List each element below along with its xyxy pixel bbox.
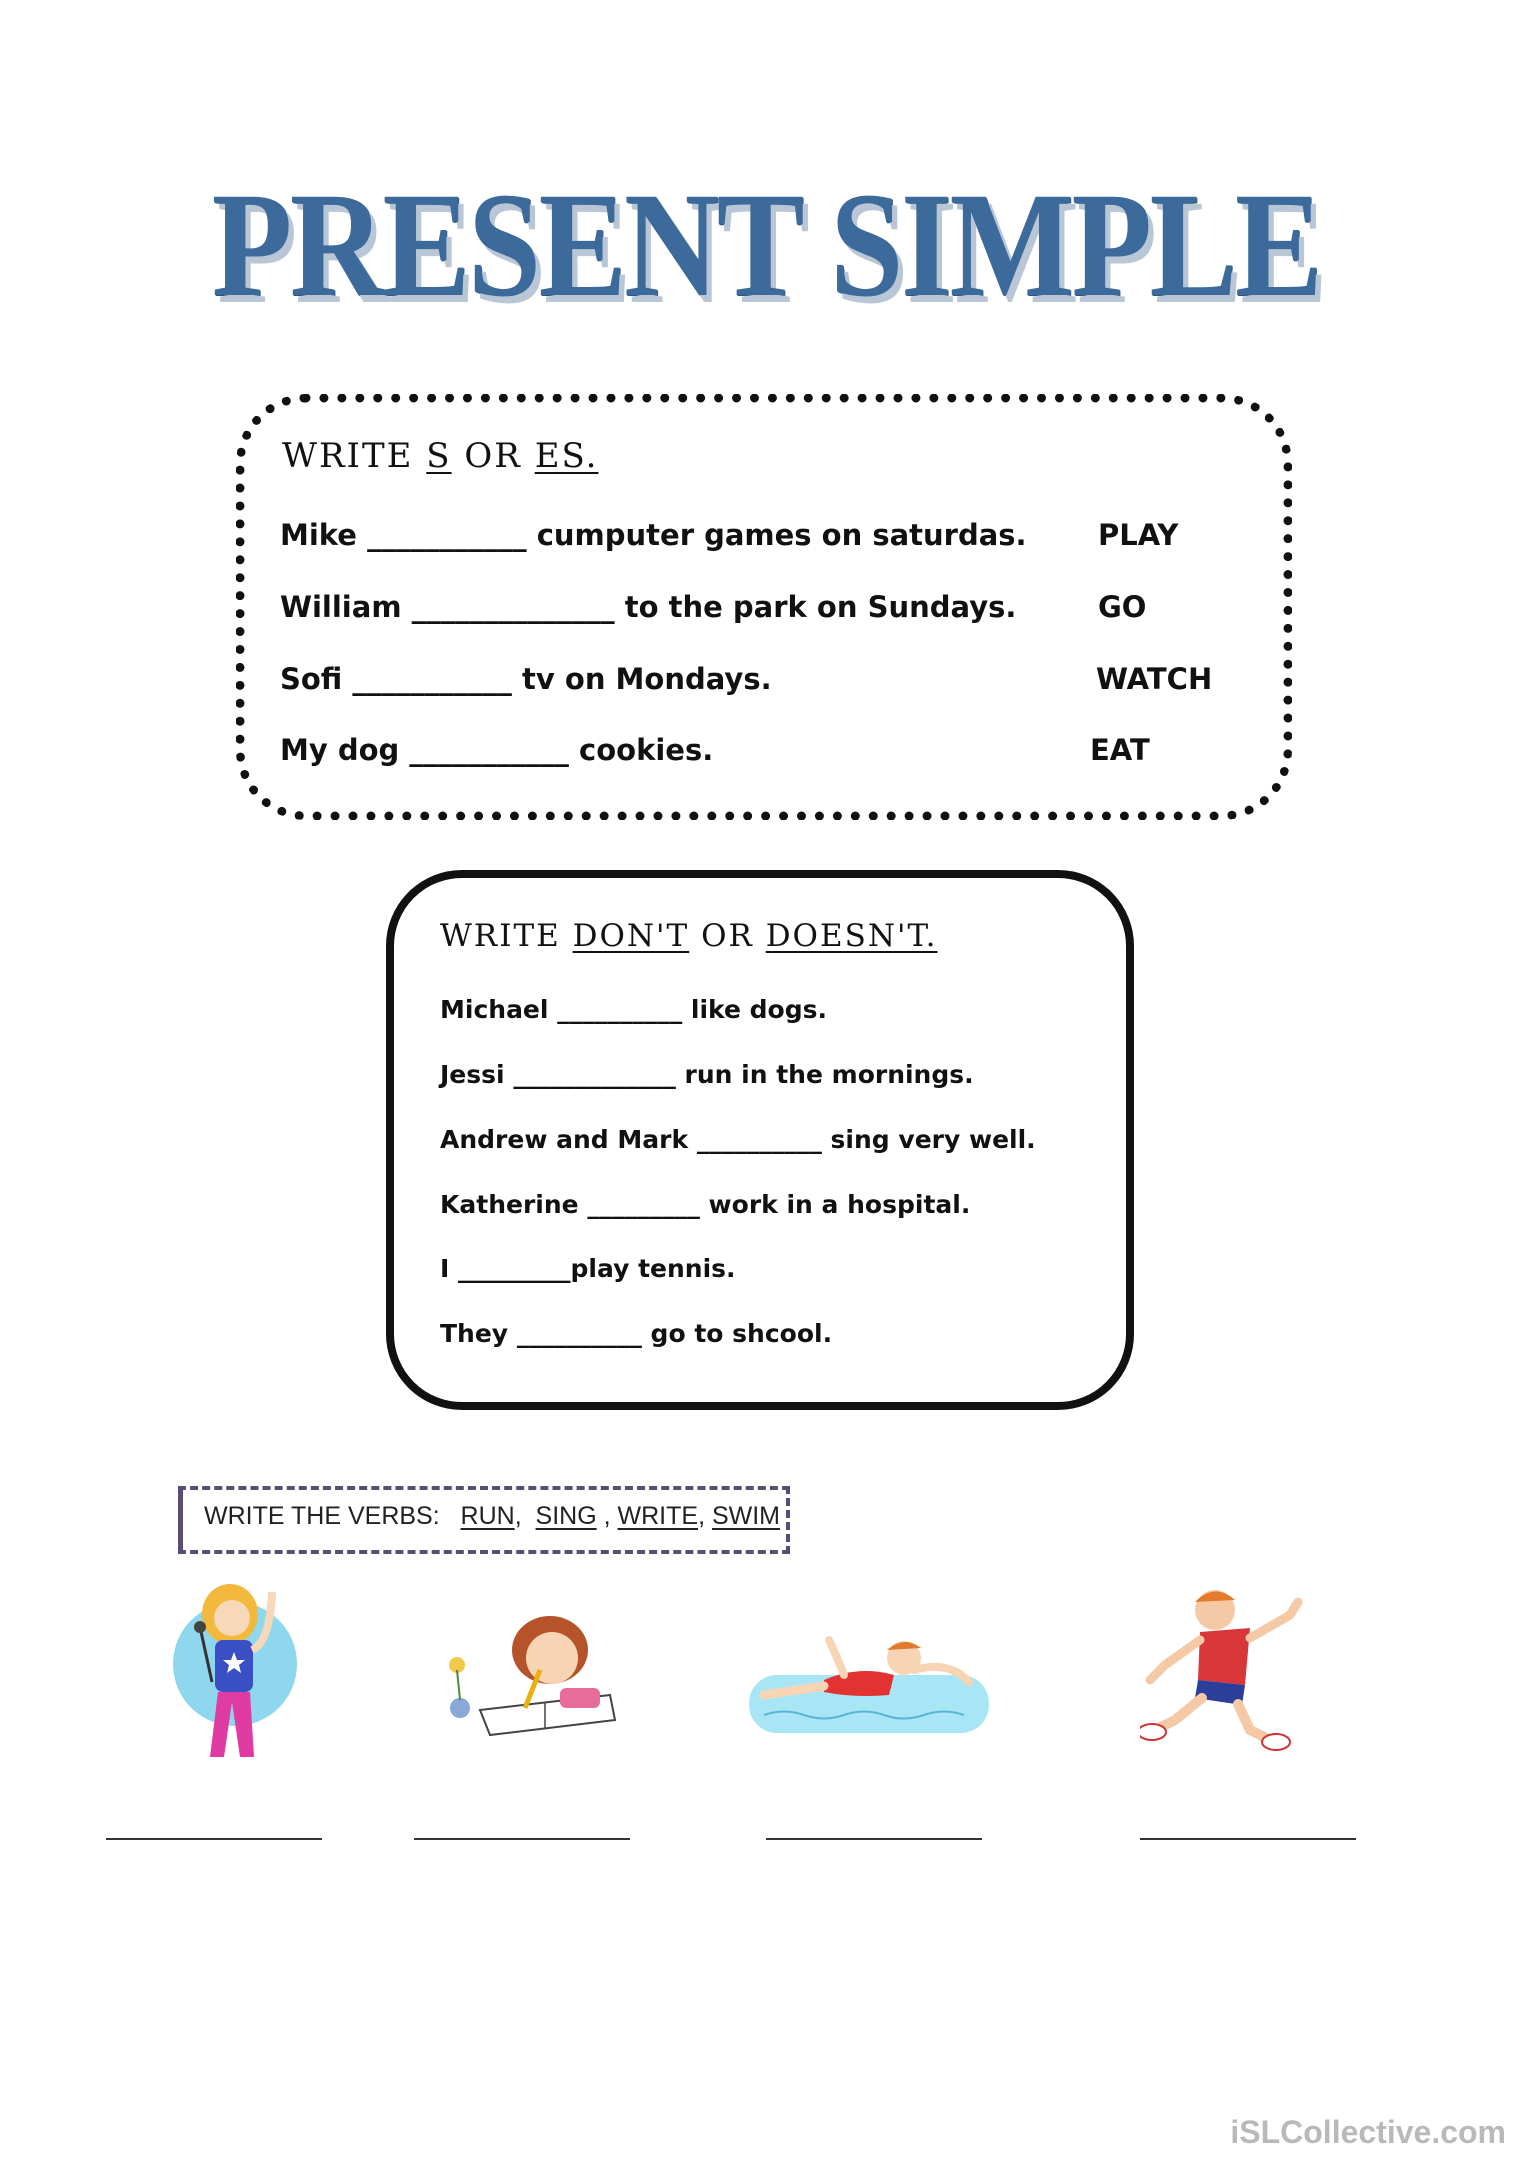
- verb-list: WRITE THE VERBS: RUN, SING , WRITE, SWIM: [204, 1502, 781, 1530]
- answer-blank[interactable]: __________: [696, 1125, 822, 1154]
- heading-or: OR: [464, 436, 522, 476]
- heading-doesnt: DOESN'T.: [765, 918, 938, 954]
- row-rest: tv on Mondays.: [522, 662, 772, 696]
- row-rest: run in the mornings.: [684, 1060, 974, 1089]
- verb-hint: PLAY: [1098, 518, 1179, 552]
- exercise-1-heading: [282, 436, 598, 476]
- exercise-2-row: [440, 1254, 736, 1283]
- verb-write: WRITE: [617, 1502, 699, 1530]
- row-subject: They: [440, 1319, 509, 1348]
- heading-dont: DON'T: [572, 918, 690, 954]
- answer-blank[interactable]: __________: [516, 1319, 642, 1348]
- row-subject: Mike: [280, 518, 357, 552]
- swimmer-illustration: [744, 1620, 994, 1745]
- writing-girl-illustration: [440, 1610, 625, 1740]
- answer-blank[interactable]: ___________: [367, 518, 527, 552]
- row-rest: cookies.: [579, 733, 714, 767]
- row-subject: Jessi: [440, 1060, 505, 1089]
- page-title: PRESENT SIMPLE: [211, 162, 1321, 328]
- row-rest: play tennis.: [570, 1254, 736, 1283]
- heading-s: S: [426, 436, 452, 476]
- exercise-1-row: [280, 733, 713, 767]
- row-subject: I: [440, 1254, 450, 1283]
- answer-blank[interactable]: _________: [458, 1254, 571, 1283]
- answer-line[interactable]: [106, 1838, 322, 1840]
- verb-hint: WATCH: [1096, 662, 1213, 696]
- answer-line[interactable]: [414, 1838, 630, 1840]
- exercise-2-row: [440, 1125, 1036, 1154]
- row-subject: William: [280, 590, 402, 624]
- heading-es: ES.: [534, 436, 599, 476]
- row-rest: to the park on Sundays.: [624, 590, 1017, 624]
- answer-blank[interactable]: _________: [587, 1190, 700, 1219]
- verb-swim: SWIM: [711, 1502, 781, 1530]
- row-subject: Sofi: [280, 662, 343, 696]
- exercise-1-row: [280, 518, 1027, 552]
- verb-hint: EAT: [1090, 733, 1150, 767]
- footer-watermark: iSLCollective.com: [1230, 2114, 1506, 2150]
- exercise-2-heading: [440, 918, 937, 954]
- answer-blank[interactable]: ___________: [352, 662, 512, 696]
- row-subject: Katherine: [440, 1190, 579, 1219]
- verb-hint: GO: [1098, 590, 1147, 624]
- verb-sing: SING: [535, 1502, 597, 1530]
- answer-blank[interactable]: __________: [557, 995, 683, 1024]
- answer-blank[interactable]: ______________: [411, 590, 615, 624]
- answer-blank[interactable]: _____________: [513, 1060, 676, 1089]
- answer-blank[interactable]: ___________: [409, 733, 569, 767]
- row-subject: Michael: [440, 995, 549, 1024]
- verb-run: RUN: [460, 1502, 515, 1530]
- exercise-1-row: [280, 590, 1016, 624]
- answer-line[interactable]: [1140, 1838, 1356, 1840]
- exercise-2-row: [440, 995, 827, 1024]
- row-rest: go to shcool.: [650, 1319, 833, 1348]
- heading-word: WRITE: [282, 436, 414, 476]
- verb-list-label: WRITE THE VERBS:: [204, 1502, 440, 1530]
- runner-illustration: [1140, 1580, 1320, 1755]
- row-rest: sing very well.: [830, 1125, 1036, 1154]
- row-rest: cumputer games on saturdas.: [536, 518, 1027, 552]
- row-subject: Andrew and Mark: [440, 1125, 689, 1154]
- row-rest: like dogs.: [690, 995, 828, 1024]
- row-subject: My dog: [280, 733, 400, 767]
- exercise-2-row: [440, 1319, 832, 1348]
- row-rest: work in a hospital.: [708, 1190, 971, 1219]
- exercise-2-row: [440, 1060, 974, 1089]
- answer-line[interactable]: [766, 1838, 982, 1840]
- exercise-2-row: [440, 1190, 970, 1219]
- heading-word: WRITE: [440, 918, 561, 954]
- singer-illustration: [160, 1572, 310, 1767]
- heading-or: OR: [701, 918, 754, 954]
- exercise-1-row: [280, 662, 772, 696]
